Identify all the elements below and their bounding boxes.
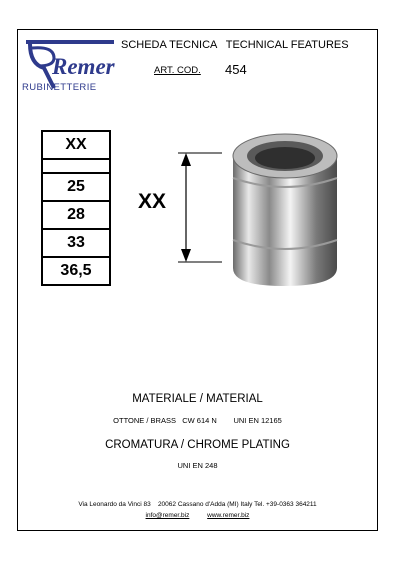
dimension-table-spacer: [42, 159, 110, 173]
logo-wordmark: Remer: [52, 54, 115, 79]
dimension-value: 36,5: [42, 257, 110, 285]
sheet-title: SCHEDA TECNICA TECHNICAL FEATURES: [121, 39, 349, 51]
plating-spec: UNI EN 248: [177, 461, 218, 470]
material-heading: MATERIALE / MATERIAL: [132, 393, 263, 405]
dimension-value: 33: [42, 229, 110, 257]
material-spec: OTTONE / BRASS CW 614 N UNI EN 12165: [113, 416, 282, 425]
company-address: Via Leonardo da Vinci 83 20062 Cassano d'Adda (MI) Italy Tel. +39-0363 364211: [78, 501, 317, 508]
dimension-value: 28: [42, 201, 110, 229]
dimension-label: XX: [138, 190, 167, 213]
article-code-label: ART. COD.: [154, 65, 201, 76]
dimension-value: 25: [42, 173, 110, 201]
website-link[interactable]: www.remer.biz: [207, 512, 250, 519]
dimension-table-header: XX: [42, 131, 110, 159]
dimension-arrow: [170, 150, 230, 265]
brand-subtitle: RUBINETTERIE: [22, 82, 97, 93]
email-link[interactable]: info@remer.biz: [145, 512, 190, 519]
article-code-value: 454: [225, 62, 247, 77]
threaded-socket-fitting-image: [225, 128, 345, 288]
contact-links: [17, 512, 378, 519]
plating-heading: CROMATURA / CHROME PLATING: [105, 439, 290, 451]
dimension-table: [41, 130, 111, 286]
